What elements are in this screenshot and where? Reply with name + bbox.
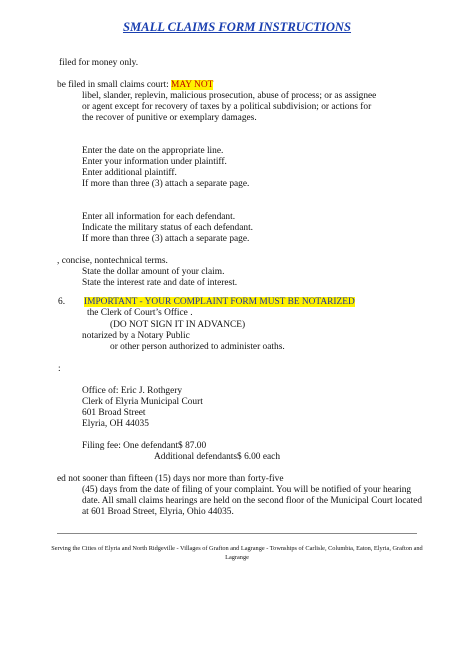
- text-line: libel, slander, replevin, malicious prosecution, abuse of process; or as assignee: [82, 91, 377, 101]
- text-line: or other person authorized to administer oaths.: [110, 342, 285, 352]
- text-line: :: [58, 364, 61, 374]
- text-line: [84, 297, 355, 308]
- text-span: be filed in small claims court:: [57, 80, 172, 90]
- text-line: date. All small claims hearings are held on the second floor of the Municipal Court located: [82, 496, 423, 506]
- text-line: the Clerk of Court’s Office .: [87, 308, 193, 318]
- text-line: notarized by a Notary Public: [82, 331, 190, 341]
- text-line: [57, 80, 213, 91]
- text-line: Indicate the military status of each defendant.: [82, 223, 254, 233]
- text-line: filed for money only.: [59, 58, 139, 68]
- text-line: Clerk of Elyria Municipal Court: [82, 397, 203, 407]
- text-line: (45) days from the date of filing of your complaint. You will be notified of your hearing: [82, 485, 412, 495]
- text-line: Elyria, OH 44035: [82, 419, 149, 429]
- highlight-may-not: MAY NOT: [171, 80, 214, 90]
- footer-divider: [57, 533, 417, 534]
- text-line: Office of: Eric J. Rothgery: [82, 386, 183, 396]
- item-number: 6.: [58, 297, 66, 307]
- text-line: , concise, nontechnical terms.: [57, 256, 168, 266]
- footer-text: Serving the Cities of Elyria and North Ridgeville - Villages of Grafton and Lagrange - Townships of Carlisle, Columbia, Eaton, Elyria, Grafton and Lagrange: [51, 545, 423, 561]
- text-line: 601 Broad Street: [82, 408, 146, 418]
- text-line: ed not sooner than fifteen (15) days nor more than forty-five: [57, 474, 284, 484]
- text-line: Enter all information for each defendant.: [82, 212, 236, 222]
- text-line: (DO NOT SIGN IT IN ADVANCE): [110, 320, 246, 330]
- text-line: at 601 Broad Street, Elyria, Ohio 44035.: [82, 507, 234, 517]
- text-line: If more than three (3) attach a separate page.: [82, 234, 250, 244]
- highlight-notarized: IMPORTANT - YOUR COMPLAINT FORM MUST BE NOTARIZED: [84, 297, 355, 307]
- text-line: State the interest rate and date of interest.: [82, 278, 238, 288]
- text-line: the recover of punitive or exemplary damages.: [82, 113, 257, 123]
- text-line: Enter additional plaintiff.: [82, 168, 177, 178]
- page-title: SMALL CLAIMS FORM INSTRUCTIONS: [122, 20, 352, 34]
- text-line: Additional defendants$ 6.00 each: [154, 452, 281, 462]
- text-line: Enter your information under plaintiff.: [82, 157, 227, 167]
- text-line: If more than three (3) attach a separate page.: [82, 179, 250, 189]
- text-line: State the dollar amount of your claim.: [82, 267, 225, 277]
- text-line: Enter the date on the appropriate line.: [82, 146, 224, 156]
- text-line: or agent except for recovery of taxes by a political subdivision; or actions for: [82, 102, 372, 112]
- text-line: Filing fee: One defendant$ 87.00: [82, 441, 207, 451]
